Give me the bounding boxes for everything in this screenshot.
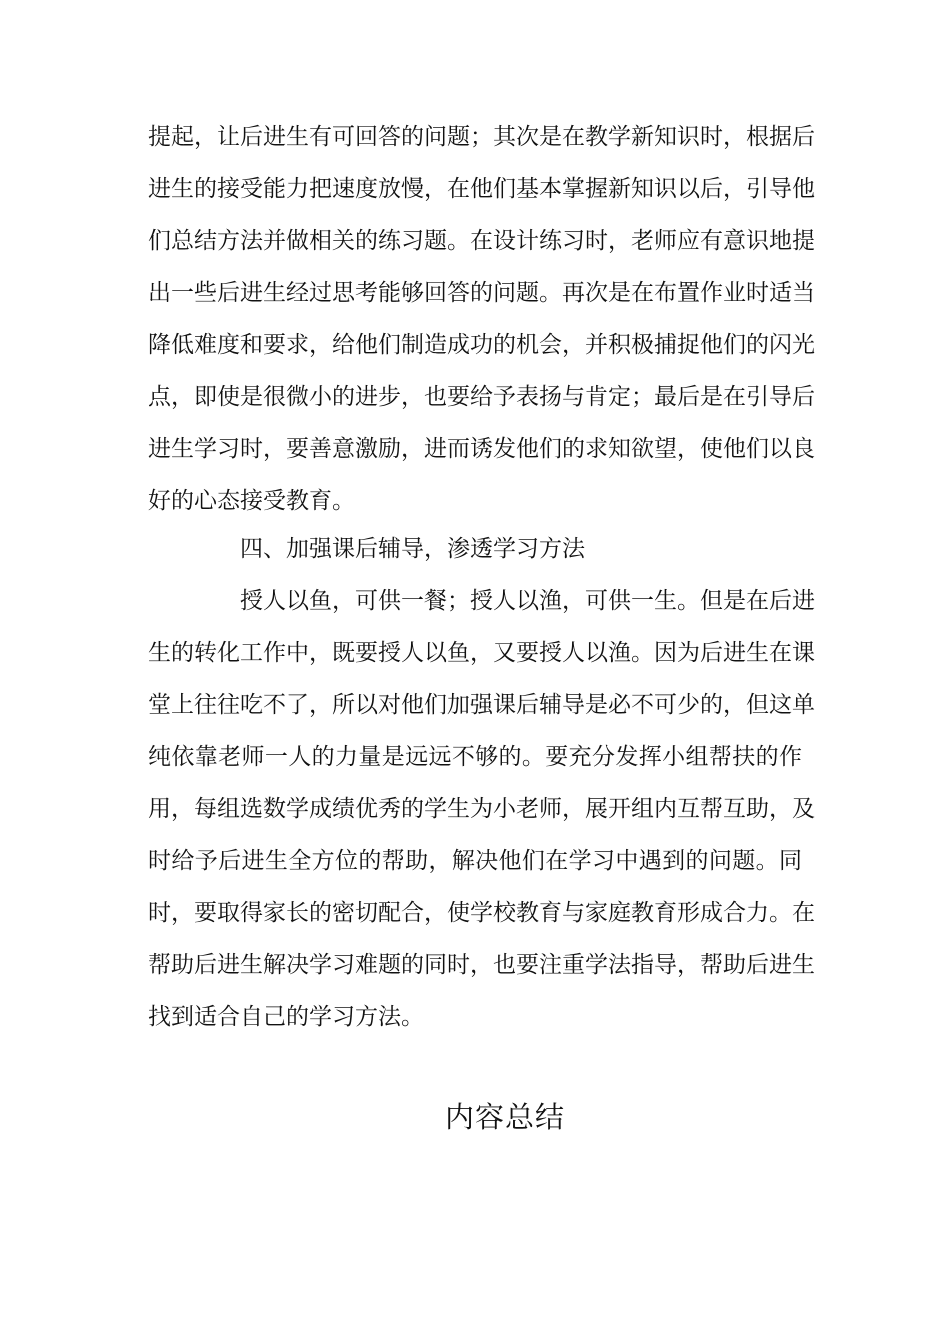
summary-title: 内容总结 [444, 1100, 565, 1134]
paragraph-2 [148, 575, 815, 1043]
paragraph-2-line-3: 堂上往往吃不了，所以对他们加强课后辅导是必不可少的，但这单 [148, 692, 815, 718]
paragraph-1-line-3: 们总结方法并做相关的练习题。在设计练习时，老师应有意识地提 [148, 228, 815, 254]
paragraph-2-line-6: 时给予后进生全方位的帮助，解决他们在学习中遇到的问题。同 [148, 848, 802, 874]
paragraph-1-line-6: 点，即使是很微小的进步，也要给予表扬与肯定；最后是在引导后 [148, 384, 815, 410]
paragraph-1-line-1: 提起，让后进生有可回答的问题；其次是在教学新知识时，根据后 [148, 124, 815, 150]
paragraph-2-line-1: 授人以鱼，可供一餐；授人以渔，可供一生。但是在后进 [240, 588, 815, 614]
section-heading: 四、加强课后辅导，渗透学习方法 [240, 536, 585, 562]
paragraph-1-line-5: 降低难度和要求，给他们制造成功的机会，并积极捕捉他们的闪光 [148, 332, 815, 358]
paragraph-1-line-2: 进生的接受能力把速度放慢，在他们基本掌握新知识以后，引导他 [148, 176, 815, 202]
paragraph-1-line-4: 出一些后进生经过思考能够回答的问题。再次是在布置作业时适当 [148, 280, 815, 306]
paragraph-2-line-9: 找到适合自己的学习方法。 [148, 1004, 424, 1030]
section-heading-block [148, 523, 802, 575]
paragraph-1-line-8: 好的心态接受教育。 [148, 488, 355, 514]
paragraph-1-line-7: 进生学习时，要善意激励，进而诱发他们的求知欲望，使他们以良 [148, 436, 815, 462]
paragraph-2-line-2: 生的转化工作中，既要授人以鱼，又要授人以渔。因为后进生在课 [148, 640, 815, 666]
paragraph-2-line-5: 用，每组选数学成绩优秀的学生为小老师，展开组内互帮互助，及 [148, 796, 815, 822]
paragraph-2-line-4: 纯依靠老师一人的力量是远远不够的。要充分发挥小组帮扶的作 [148, 744, 802, 770]
paragraph-2-line-7: 时，要取得家长的密切配合，使学校教育与家庭教育形成合力。在 [148, 900, 815, 926]
paragraph-1 [148, 111, 815, 527]
paragraph-2-line-8: 帮助后进生解决学习难题的同时，也要注重学法指导，帮助后进生 [148, 952, 815, 978]
